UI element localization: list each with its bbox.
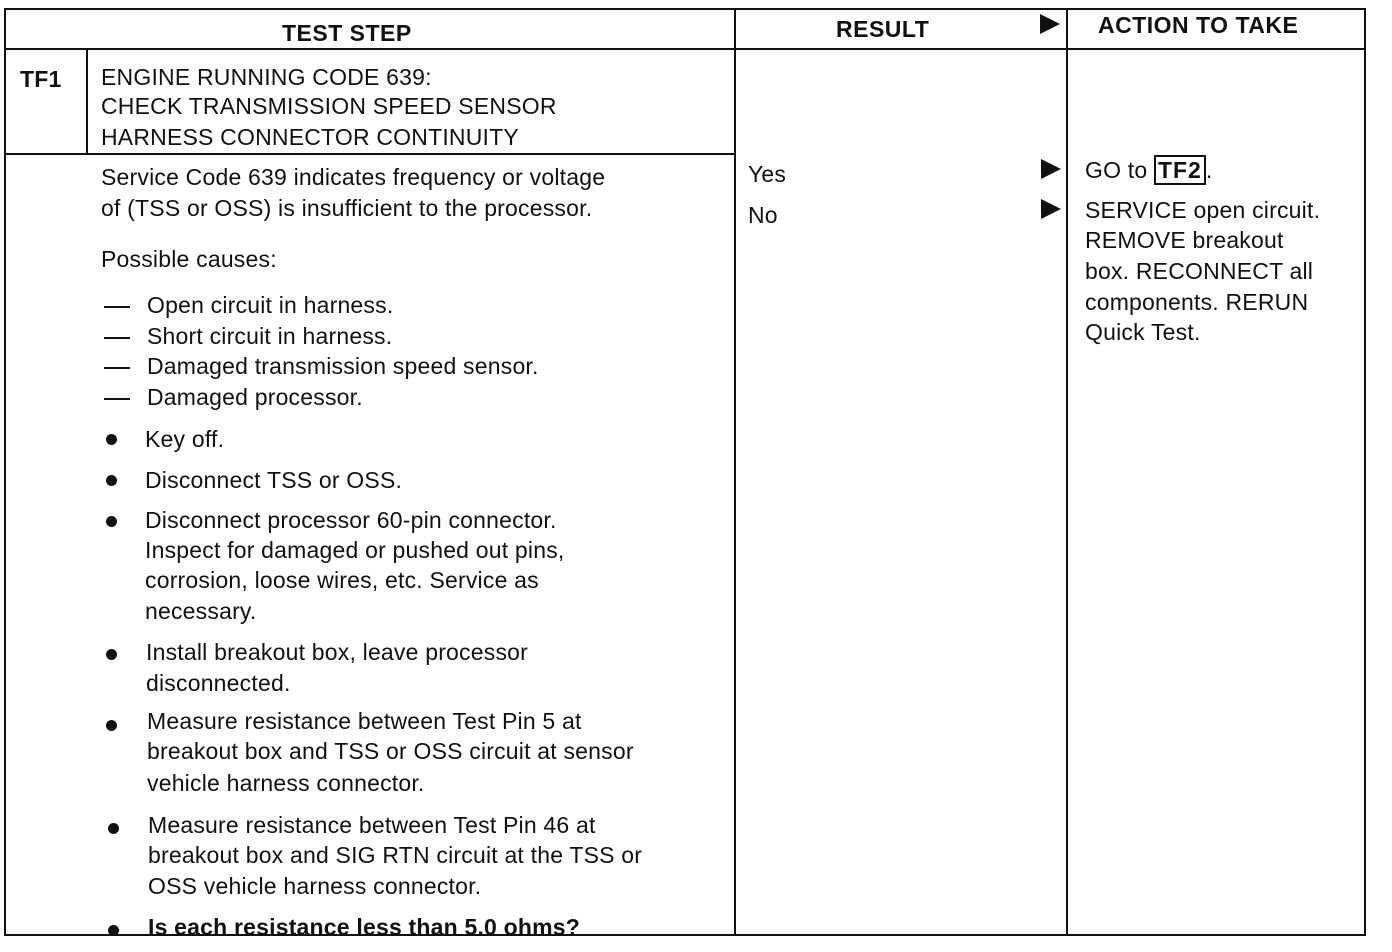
procedure-step: Measure resistance between Test Pin 46 at	[148, 812, 596, 838]
procedure-step: breakout box and SIG RTN circuit at the TSS or	[148, 842, 643, 868]
step-title-line: HARNESS CONNECTOR CONTINUITY	[101, 124, 519, 150]
result-no-arrow-icon	[1041, 199, 1061, 219]
action-no-line: components. RERUN	[1085, 289, 1309, 315]
action-yes-prefix: GO to	[1085, 157, 1154, 183]
procedure-step: Disconnect TSS or OSS.	[145, 467, 403, 493]
description-line: Service Code 639 indicates frequency or voltage	[101, 164, 606, 190]
procedure-step: necessary.	[145, 598, 257, 624]
cause-dash	[104, 367, 130, 369]
action-no-line: Quick Test.	[1085, 319, 1201, 345]
cause-dash	[104, 306, 130, 308]
bullet-icon	[106, 649, 117, 660]
action-no-line: box. RECONNECT all	[1085, 258, 1314, 284]
causes-heading: Possible causes:	[101, 246, 277, 272]
step-id: TF1	[20, 66, 62, 92]
procedure-question: Is each resistance less than 5.0 ohms?	[148, 914, 581, 940]
action-no-line: SERVICE open circuit.	[1085, 197, 1321, 223]
procedure-step: breakout box and TSS or OSS circuit at sensor	[147, 738, 634, 764]
bullet-icon	[108, 925, 119, 936]
procedure-step: Install breakout box, leave processor	[146, 639, 528, 665]
result-no: No	[748, 202, 778, 228]
title-divider	[4, 153, 736, 155]
procedure-step: corrosion, loose wires, etc. Service as	[145, 567, 539, 593]
step-title-line: CHECK TRANSMISSION SPEED SENSOR	[101, 93, 557, 119]
bullet-icon	[106, 475, 117, 486]
step-reference-tf2: TF2	[1154, 155, 1206, 185]
divider-action-column	[1066, 8, 1068, 936]
header-arrow-icon	[1040, 14, 1060, 34]
description-line: of (TSS or OSS) is insufficient to the processor.	[101, 195, 593, 221]
divider-step-id	[86, 48, 88, 154]
procedure-step: Disconnect processor 60-pin connector.	[145, 507, 557, 533]
bullet-icon	[106, 516, 117, 527]
bullet-icon	[106, 720, 117, 731]
action-yes	[1085, 155, 1212, 185]
procedure-step: vehicle harness connector.	[147, 770, 425, 796]
header-action: ACTION TO TAKE	[1098, 12, 1299, 38]
header-divider	[4, 48, 1366, 50]
cause-item: Damaged transmission speed sensor.	[147, 353, 539, 379]
cause-dash	[104, 337, 130, 339]
action-yes-suffix: .	[1205, 157, 1213, 183]
step-title-line: ENGINE RUNNING CODE 639:	[101, 64, 432, 90]
header-result: RESULT	[836, 16, 930, 42]
bullet-icon	[108, 823, 119, 834]
procedure-step: Inspect for damaged or pushed out pins,	[145, 537, 565, 563]
procedure-step: Measure resistance between Test Pin 5 at	[147, 708, 582, 734]
result-yes: Yes	[748, 161, 787, 187]
cause-dash	[104, 398, 130, 400]
procedure-step: OSS vehicle harness connector.	[148, 873, 482, 899]
header-test-step: TEST STEP	[282, 20, 412, 46]
result-yes-arrow-icon	[1041, 159, 1061, 179]
cause-item: Open circuit in harness.	[147, 292, 394, 318]
cause-item: Short circuit in harness.	[147, 323, 393, 349]
cause-item: Damaged processor.	[147, 384, 363, 410]
procedure-step: disconnected.	[146, 670, 291, 696]
action-no-line: REMOVE breakout	[1085, 227, 1284, 253]
bullet-icon	[106, 434, 117, 445]
procedure-step: Key off.	[145, 426, 225, 452]
divider-result-column	[734, 8, 736, 936]
